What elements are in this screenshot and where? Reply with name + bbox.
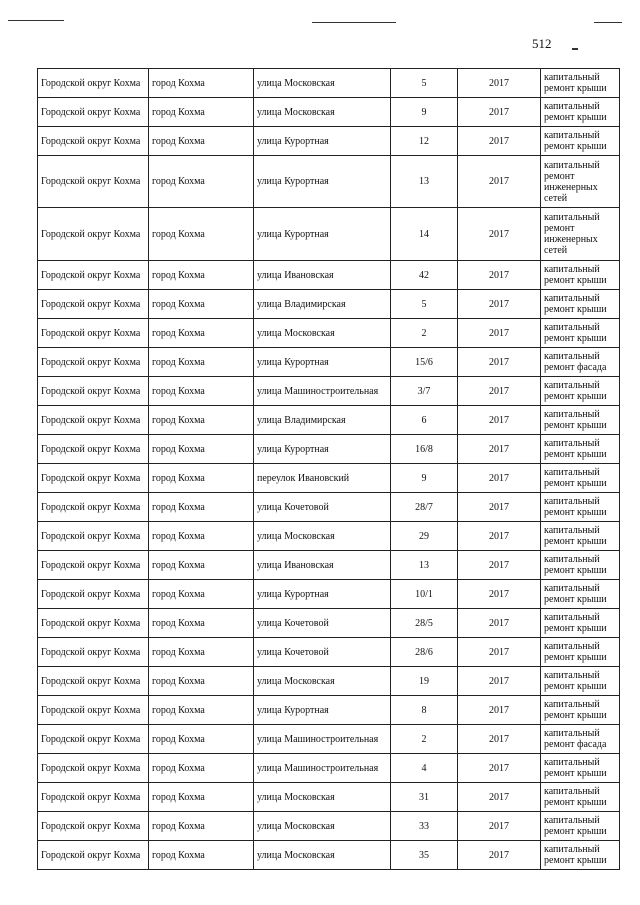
street-cell: улица Московская xyxy=(254,812,391,841)
district-cell: Городской округ Кохма xyxy=(38,290,149,319)
city-cell: город Кохма xyxy=(149,841,254,870)
house-cell: 42 xyxy=(391,261,458,290)
work-type-cell: капитальный ремонт фасада xyxy=(541,725,620,754)
house-cell: 5 xyxy=(391,69,458,98)
work-type-cell: капитальный ремонт фасада xyxy=(541,348,620,377)
works-table xyxy=(37,68,620,870)
street-cell: улица Московская xyxy=(254,667,391,696)
year-cell: 2017 xyxy=(458,551,541,580)
city-cell: город Кохма xyxy=(149,754,254,783)
city-cell: город Кохма xyxy=(149,377,254,406)
work-type-cell: капитальный ремонт крыши xyxy=(541,464,620,493)
district-cell: Городской округ Кохма xyxy=(38,783,149,812)
work-type-cell: капитальный ремонт крыши xyxy=(541,261,620,290)
year-cell: 2017 xyxy=(458,493,541,522)
city-cell: город Кохма xyxy=(149,812,254,841)
street-cell: улица Ивановская xyxy=(254,551,391,580)
house-cell: 13 xyxy=(391,156,458,208)
district-cell: Городской округ Кохма xyxy=(38,69,149,98)
work-type-cell: капитальный ремонт крыши xyxy=(541,435,620,464)
street-cell: улица Кочетовой xyxy=(254,638,391,667)
table-row xyxy=(38,261,620,290)
house-cell: 28/7 xyxy=(391,493,458,522)
year-cell: 2017 xyxy=(458,406,541,435)
table-row xyxy=(38,667,620,696)
street-cell: улица Курортная xyxy=(254,435,391,464)
city-cell: город Кохма xyxy=(149,551,254,580)
city-cell: город Кохма xyxy=(149,638,254,667)
city-cell: город Кохма xyxy=(149,696,254,725)
work-type-cell: капитальный ремонт крыши xyxy=(541,493,620,522)
work-type-cell: капитальный ремонт крыши xyxy=(541,696,620,725)
street-cell: улица Курортная xyxy=(254,156,391,208)
street-cell: улица Московская xyxy=(254,783,391,812)
page-number: 512 xyxy=(532,36,552,51)
year-cell: 2017 xyxy=(458,725,541,754)
city-cell: город Кохма xyxy=(149,348,254,377)
house-cell: 15/6 xyxy=(391,348,458,377)
street-cell: улица Московская xyxy=(254,98,391,127)
city-cell: город Кохма xyxy=(149,156,254,208)
street-cell: улица Московская xyxy=(254,522,391,551)
work-type-cell: капитальный ремонт крыши xyxy=(541,290,620,319)
work-type-cell: капитальный ремонт инженерных сетей xyxy=(541,208,620,261)
street-cell: улица Курортная xyxy=(254,696,391,725)
scan-mark xyxy=(594,22,622,23)
table-row xyxy=(38,551,620,580)
table-row xyxy=(38,290,620,319)
district-cell: Городской округ Кохма xyxy=(38,464,149,493)
house-cell: 31 xyxy=(391,783,458,812)
year-cell: 2017 xyxy=(458,156,541,208)
house-cell: 16/8 xyxy=(391,435,458,464)
year-cell: 2017 xyxy=(458,522,541,551)
work-type-cell: капитальный ремонт крыши xyxy=(541,783,620,812)
table-row xyxy=(38,464,620,493)
house-cell: 28/6 xyxy=(391,638,458,667)
year-cell: 2017 xyxy=(458,98,541,127)
district-cell: Городской округ Кохма xyxy=(38,98,149,127)
city-cell: город Кохма xyxy=(149,290,254,319)
house-cell: 2 xyxy=(391,319,458,348)
year-cell: 2017 xyxy=(458,464,541,493)
table-row xyxy=(38,696,620,725)
street-cell: переулок Ивановский xyxy=(254,464,391,493)
work-type-cell: капитальный ремонт крыши xyxy=(541,841,620,870)
district-cell: Городской округ Кохма xyxy=(38,261,149,290)
table-row xyxy=(38,638,620,667)
year-cell: 2017 xyxy=(458,348,541,377)
house-cell: 19 xyxy=(391,667,458,696)
district-cell: Городской округ Кохма xyxy=(38,493,149,522)
table-row xyxy=(38,69,620,98)
house-cell: 12 xyxy=(391,127,458,156)
year-cell: 2017 xyxy=(458,754,541,783)
district-cell: Городской округ Кохма xyxy=(38,667,149,696)
work-type-cell: капитальный ремонт крыши xyxy=(541,127,620,156)
table-row xyxy=(38,609,620,638)
year-cell: 2017 xyxy=(458,127,541,156)
year-cell: 2017 xyxy=(458,377,541,406)
year-cell: 2017 xyxy=(458,319,541,348)
work-type-cell: капитальный ремонт крыши xyxy=(541,522,620,551)
district-cell: Городской округ Кохма xyxy=(38,754,149,783)
city-cell: город Кохма xyxy=(149,783,254,812)
district-cell: Городской округ Кохма xyxy=(38,406,149,435)
street-cell: улица Владимирская xyxy=(254,290,391,319)
table-row xyxy=(38,725,620,754)
house-cell: 4 xyxy=(391,754,458,783)
year-cell: 2017 xyxy=(458,638,541,667)
street-cell: улица Курортная xyxy=(254,127,391,156)
street-cell: улица Курортная xyxy=(254,348,391,377)
street-cell: улица Машиностроительная xyxy=(254,754,391,783)
district-cell: Городской округ Кохма xyxy=(38,522,149,551)
district-cell: Городской округ Кохма xyxy=(38,348,149,377)
work-type-cell: капитальный ремонт крыши xyxy=(541,406,620,435)
street-cell: улица Курортная xyxy=(254,580,391,609)
work-type-cell: капитальный ремонт крыши xyxy=(541,98,620,127)
scan-mark xyxy=(572,48,578,50)
work-type-cell: капитальный ремонт крыши xyxy=(541,754,620,783)
district-cell: Городской округ Кохма xyxy=(38,551,149,580)
scan-mark xyxy=(8,20,64,21)
house-cell: 35 xyxy=(391,841,458,870)
year-cell: 2017 xyxy=(458,609,541,638)
street-cell: улица Машиностроительная xyxy=(254,725,391,754)
table-row xyxy=(38,841,620,870)
district-cell: Городской округ Кохма xyxy=(38,609,149,638)
city-cell: город Кохма xyxy=(149,522,254,551)
year-cell: 2017 xyxy=(458,261,541,290)
district-cell: Городской округ Кохма xyxy=(38,208,149,261)
city-cell: город Кохма xyxy=(149,580,254,609)
table-row xyxy=(38,783,620,812)
house-cell: 2 xyxy=(391,725,458,754)
city-cell: город Кохма xyxy=(149,127,254,156)
work-type-cell: капитальный ремонт крыши xyxy=(541,377,620,406)
year-cell: 2017 xyxy=(458,696,541,725)
street-cell: улица Машиностроительная xyxy=(254,377,391,406)
city-cell: город Кохма xyxy=(149,435,254,464)
table-row xyxy=(38,127,620,156)
city-cell: город Кохма xyxy=(149,725,254,754)
year-cell: 2017 xyxy=(458,69,541,98)
table-row xyxy=(38,580,620,609)
district-cell: Городской округ Кохма xyxy=(38,319,149,348)
table-row xyxy=(38,406,620,435)
year-cell: 2017 xyxy=(458,783,541,812)
district-cell: Городской округ Кохма xyxy=(38,638,149,667)
street-cell: улица Ивановская xyxy=(254,261,391,290)
table-row xyxy=(38,435,620,464)
district-cell: Городской округ Кохма xyxy=(38,696,149,725)
street-cell: улица Кочетовой xyxy=(254,609,391,638)
district-cell: Городской округ Кохма xyxy=(38,841,149,870)
work-type-cell: капитальный ремонт крыши xyxy=(541,812,620,841)
street-cell: улица Московская xyxy=(254,69,391,98)
district-cell: Городской округ Кохма xyxy=(38,156,149,208)
year-cell: 2017 xyxy=(458,208,541,261)
table-row xyxy=(38,493,620,522)
city-cell: город Кохма xyxy=(149,609,254,638)
district-cell: Городской округ Кохма xyxy=(38,812,149,841)
table-row xyxy=(38,377,620,406)
work-type-cell: капитальный ремонт крыши xyxy=(541,638,620,667)
work-type-cell: капитальный ремонт крыши xyxy=(541,609,620,638)
table-row xyxy=(38,522,620,551)
street-cell: улица Московская xyxy=(254,319,391,348)
street-cell: улица Кочетовой xyxy=(254,493,391,522)
city-cell: город Кохма xyxy=(149,319,254,348)
house-cell: 10/1 xyxy=(391,580,458,609)
work-type-cell: капитальный ремонт крыши xyxy=(541,551,620,580)
city-cell: город Кохма xyxy=(149,98,254,127)
scan-mark xyxy=(312,22,396,23)
table-row xyxy=(38,98,620,127)
work-type-cell: капитальный ремонт крыши xyxy=(541,667,620,696)
district-cell: Городской округ Кохма xyxy=(38,377,149,406)
table-row xyxy=(38,754,620,783)
work-type-cell: капитальный ремонт крыши xyxy=(541,580,620,609)
year-cell: 2017 xyxy=(458,580,541,609)
house-cell: 9 xyxy=(391,464,458,493)
district-cell: Городской округ Кохма xyxy=(38,725,149,754)
house-cell: 9 xyxy=(391,98,458,127)
work-type-cell: капитальный ремонт инженерных сетей xyxy=(541,156,620,208)
district-cell: Городской округ Кохма xyxy=(38,127,149,156)
house-cell: 29 xyxy=(391,522,458,551)
city-cell: город Кохма xyxy=(149,493,254,522)
table-row xyxy=(38,156,620,208)
city-cell: город Кохма xyxy=(149,464,254,493)
district-cell: Городской округ Кохма xyxy=(38,435,149,464)
year-cell: 2017 xyxy=(458,667,541,696)
city-cell: город Кохма xyxy=(149,406,254,435)
work-type-cell: капитальный ремонт крыши xyxy=(541,319,620,348)
street-cell: улица Владимирская xyxy=(254,406,391,435)
street-cell: улица Московская xyxy=(254,841,391,870)
work-type-cell: капитальный ремонт крыши xyxy=(541,69,620,98)
year-cell: 2017 xyxy=(458,290,541,319)
table-row xyxy=(38,812,620,841)
city-cell: город Кохма xyxy=(149,69,254,98)
district-cell: Городской округ Кохма xyxy=(38,580,149,609)
house-cell: 6 xyxy=(391,406,458,435)
table-row xyxy=(38,348,620,377)
year-cell: 2017 xyxy=(458,812,541,841)
house-cell: 13 xyxy=(391,551,458,580)
table-row xyxy=(38,208,620,261)
year-cell: 2017 xyxy=(458,435,541,464)
city-cell: город Кохма xyxy=(149,667,254,696)
city-cell: город Кохма xyxy=(149,261,254,290)
street-cell: улица Курортная xyxy=(254,208,391,261)
city-cell: город Кохма xyxy=(149,208,254,261)
house-cell: 14 xyxy=(391,208,458,261)
table-row xyxy=(38,319,620,348)
house-cell: 28/5 xyxy=(391,609,458,638)
house-cell: 33 xyxy=(391,812,458,841)
year-cell: 2017 xyxy=(458,841,541,870)
house-cell: 5 xyxy=(391,290,458,319)
house-cell: 3/7 xyxy=(391,377,458,406)
house-cell: 8 xyxy=(391,696,458,725)
